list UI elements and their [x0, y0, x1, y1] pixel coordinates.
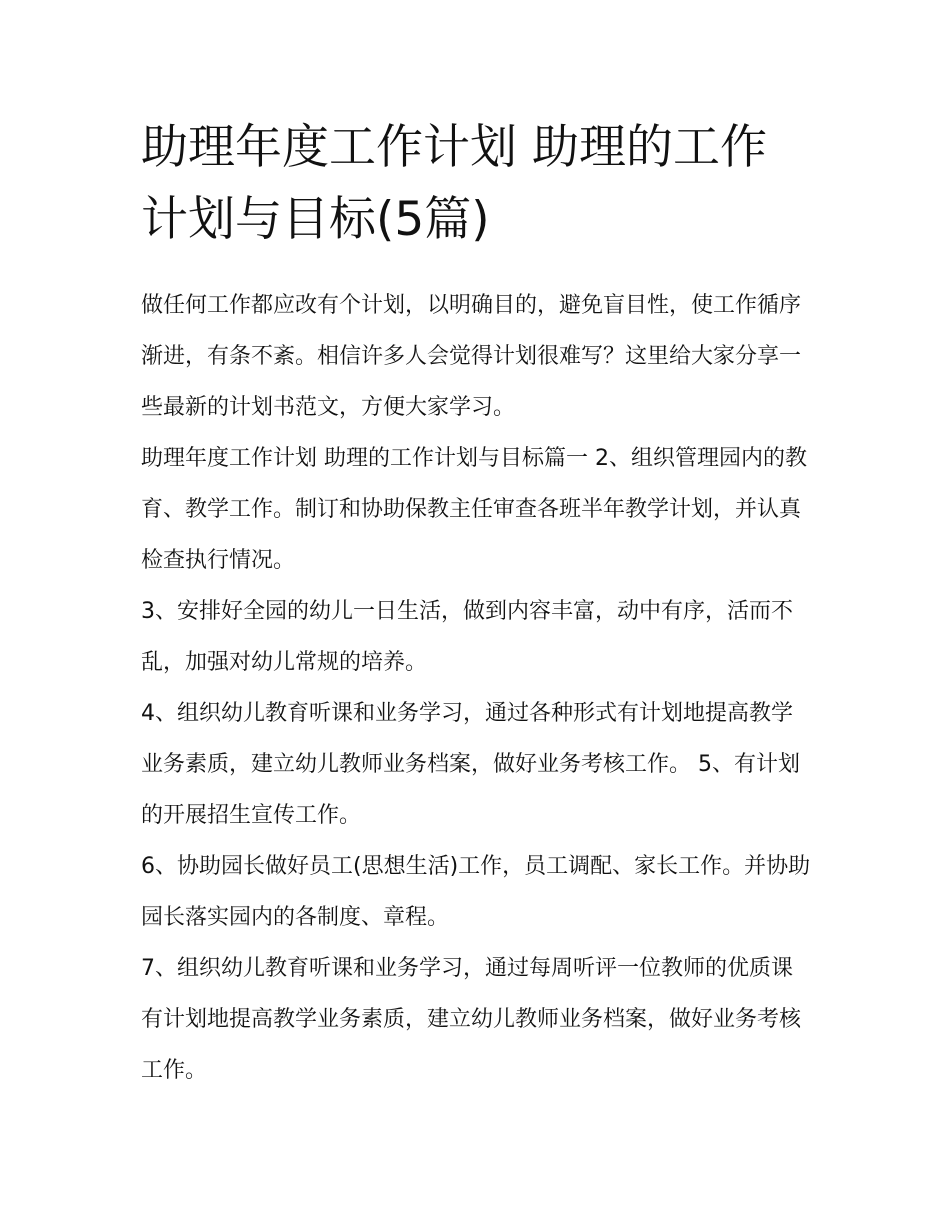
- body-paragraph-2: 3、安排好全园的幼儿一日生活，做到内容丰富，动中有序，活而不乱，加强对幼儿常规的培养。: [141, 599, 793, 675]
- document-title: 助理年度工作计划 助理的工作计划与目标(5篇): [141, 120, 767, 247]
- body-paragraph-1: 助理年度工作计划 助理的工作计划与目标篇一 2、组织管理园内的教育、教学工作。制订和协助保教主任审查各班半年教学计划，并认真检查执行情况。: [141, 446, 807, 573]
- body-paragraph-4: 6、协助园长做好员工(思想生活)工作，员工调配、家长工作。并协助园长落实园内的各制度、章程。: [141, 854, 811, 930]
- body-paragraph-3: 4、组织幼儿教育听课和业务学习，通过各种形式有计划地提高教学业务素质，建立幼儿教师业务档案，做好业务考核工作。 5、有计划的开展招生宣传工作。: [141, 701, 800, 828]
- body-paragraph-5: 7、组织幼儿教育听课和业务学习，通过每周听评一位教师的优质课有计划地提高教学业务素质，建立幼儿教师业务档案，做好业务考核工作。: [141, 956, 802, 1083]
- intro-paragraph: 做任何工作都应改有个计划，以明确目的，避免盲目性，使工作循序渐进，有条不紊。相信许多人会觉得计划很难写？这里给大家分享一些最新的计划书范文，方便大家学习。: [141, 293, 802, 420]
- document-page: [141, 112, 813, 1096]
